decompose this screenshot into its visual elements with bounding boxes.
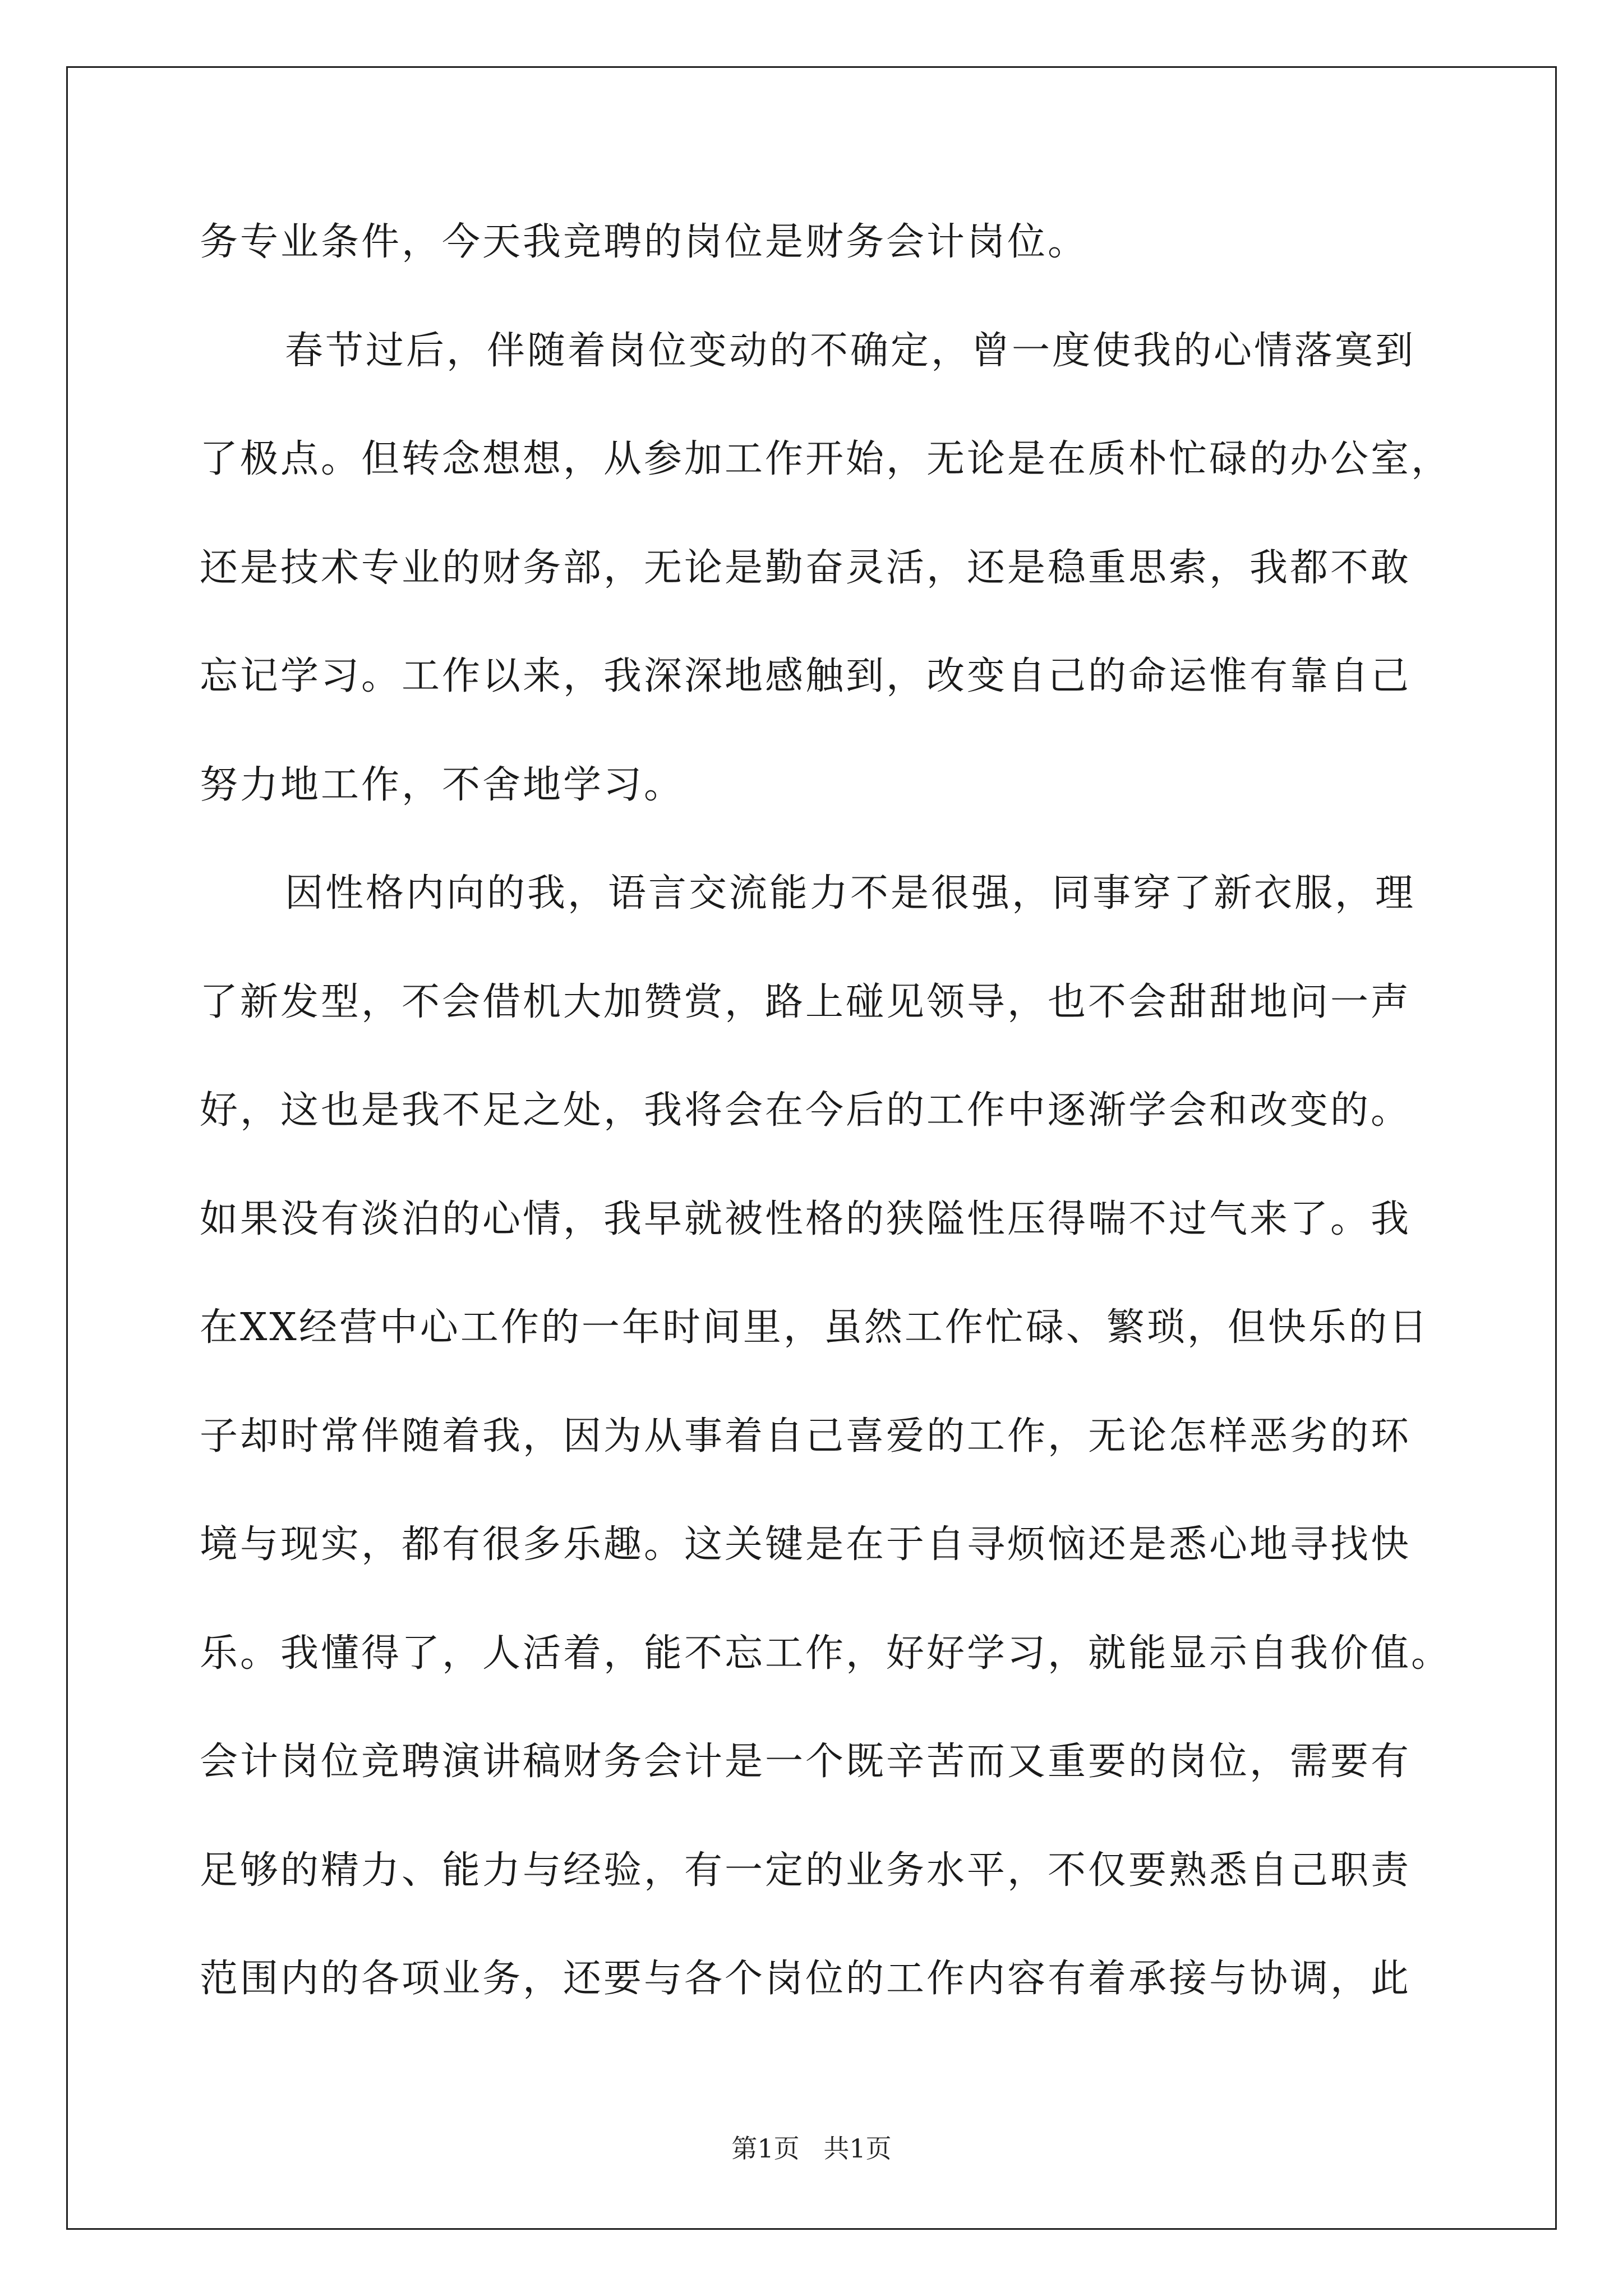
text-line: 忘记学习。工作以来，我深深地感触到，改变自己的命运惟有靠自己	[200, 654, 1412, 698]
text-line: 务专业条件，今天我竞聘的岗位是财务会计岗位。	[200, 220, 1089, 264]
document-body	[200, 216, 1452, 2062]
text-line: 好，这也是我不足之处，我将会在今后的工作中逐渐学会和改变的。	[200, 1088, 1412, 1133]
text-line: 在XX经营中心工作的一年时间里，虽然工作忙碌、繁琐，但快乐的日	[200, 1305, 1430, 1350]
paragraph-start-line: 春节过后，伴随着岗位变动的不确定，曾一度使我的心情落寞到	[285, 328, 1416, 373]
text-line: 范围内的各项业务，还要与各个岗位的工作内容有着承接与协调，此	[200, 1957, 1412, 2001]
text-line: 了新发型，不会借机大加赞赏，路上碰见领导，也不会甜甜地问一声	[200, 979, 1412, 1024]
text-line: 子却时常伴随着我，因为从事着自己喜爱的工作，无论怎样恶劣的环	[200, 1414, 1412, 1458]
text-line: 境与现实，都有很多乐趣。这关键是在于自寻烦恼还是悉心地寻找快	[200, 1522, 1412, 1567]
paragraph-start-line: 因性格内向的我，语言交流能力不是很强，同事穿了新衣服，理	[285, 871, 1416, 915]
page-total: 共1页	[823, 2133, 892, 2164]
text-line: 会计岗位竞聘演讲稿财务会计是一个既辛苦而又重要的岗位，需要有	[200, 1740, 1412, 1784]
page-footer	[0, 2132, 1623, 2165]
page-number: 第1页	[731, 2133, 800, 2164]
text-line: 努力地工作，不舍地学习。	[200, 762, 685, 807]
text-line: 还是技术专业的财务部，无论是勤奋灵活，还是稳重思索，我都不敢	[200, 545, 1412, 590]
text-line: 足够的精力、能力与经验，有一定的业务水平，不仅要熟悉自己职责	[200, 1848, 1412, 1893]
text-line: 如果没有淡泊的心情，我早就被性格的狭隘性压得喘不过气来了。我	[200, 1197, 1412, 1241]
text-line: 乐。我懂得了，人活着，能不忘工作，好好学习，就能显示自我价值。	[200, 1631, 1452, 1676]
text-line: 了极点。但转念想想，从参加工作开始，无论是在质朴忙碌的办公室，	[200, 437, 1452, 481]
